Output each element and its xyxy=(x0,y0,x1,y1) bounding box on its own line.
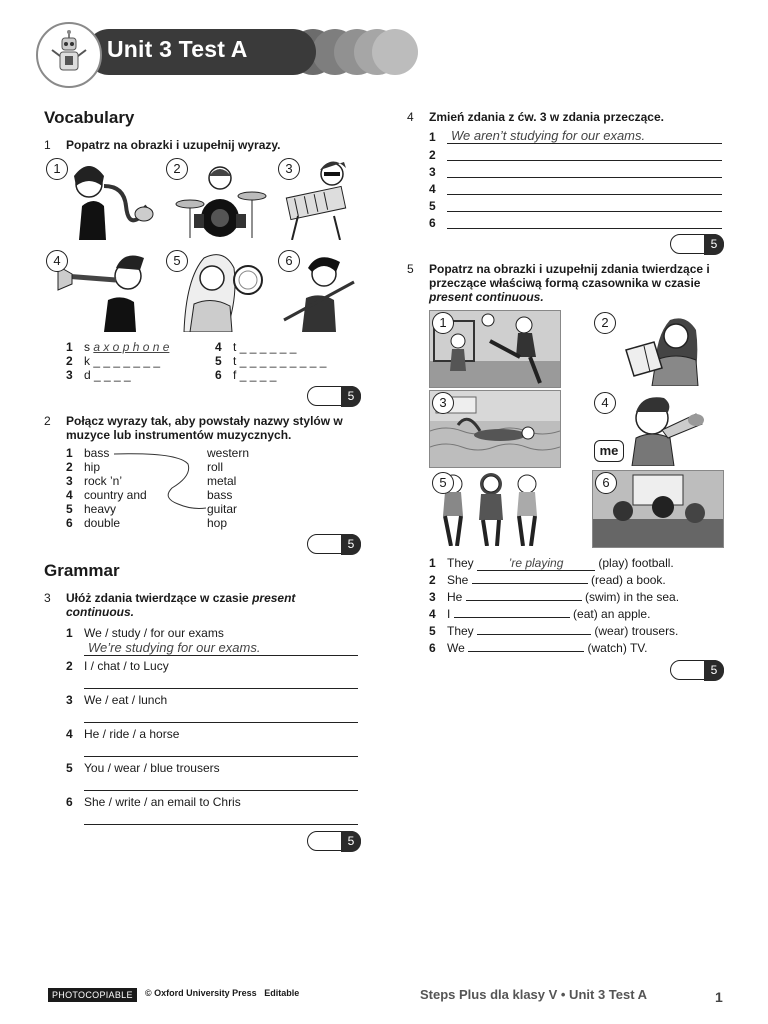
gap-answer[interactable] xyxy=(454,617,570,618)
word-item: 1 s a x o p h o n e xyxy=(66,340,170,354)
sentence-answer: We’re studying for our exams. xyxy=(88,640,261,655)
sentence-answer: We aren’t studying for our exams. xyxy=(451,128,646,143)
gap-answer[interactable] xyxy=(466,600,582,601)
picture-number-badge: 3 xyxy=(432,392,454,414)
sentence-row: 1 They ’re playing (play) football. xyxy=(429,556,674,570)
match-right-item: roll xyxy=(207,460,224,474)
negative-answer-row: 1 xyxy=(429,130,436,144)
negative-answer-row: 6 xyxy=(429,216,436,230)
exercise-2-instruction: 2 Połącz wyrazy tak, aby powstały nazwy stylów w muzyce lub instrumentów muzycznych. xyxy=(44,414,343,442)
page-number: 1 xyxy=(715,989,723,1005)
answer-line[interactable] xyxy=(84,688,358,689)
score-box: 5 xyxy=(670,234,724,254)
picture-number-badge: 5 xyxy=(432,472,454,494)
word-item: 3 d _ _ _ _ xyxy=(66,368,131,382)
exercise-4-instruction: 4 Zmień zdania z ćw. 3 w zdania przeczące. xyxy=(407,110,664,124)
gap-answer[interactable] xyxy=(468,651,584,652)
answer-line[interactable] xyxy=(84,824,358,825)
negative-answer-row: 2 xyxy=(429,148,436,162)
sentence-row: 4 I (eat) an apple. xyxy=(429,607,651,621)
score-box: 5 xyxy=(307,386,361,406)
sentence-row: 6 We (watch) TV. xyxy=(429,641,648,655)
exercise-3-instruction: 3 Ułóż zdania twierdzące w czasie present continuous. xyxy=(44,591,296,619)
picture-number-badge: 3 xyxy=(278,158,300,180)
answer-line[interactable] xyxy=(447,194,722,195)
gap-answer[interactable] xyxy=(477,634,591,635)
match-left-item: 6 double xyxy=(66,516,121,530)
word-item: 5 t _ _ _ _ _ _ _ _ _ xyxy=(215,354,327,368)
answer-line[interactable] xyxy=(447,177,722,178)
negative-answer-row: 4 xyxy=(429,182,436,196)
robot-logo-icon xyxy=(36,22,102,88)
score-box: 5 xyxy=(307,831,361,851)
picture-number-badge: 2 xyxy=(166,158,188,180)
answer-line[interactable] xyxy=(447,160,722,161)
match-left-item: 5 heavy xyxy=(66,502,117,516)
picture-number-badge: 1 xyxy=(432,312,454,334)
match-left-item: 2 hip xyxy=(66,460,101,474)
exercise-1-instruction: 1 Popatrz na obrazki i uzupełnij wyrazy. xyxy=(44,138,281,152)
score-box: 5 xyxy=(670,660,724,680)
sentence-row: 3 He (swim) in the sea. xyxy=(429,590,680,604)
match-left-item: 3 rock ’n’ xyxy=(66,474,123,488)
answer-line[interactable] xyxy=(447,143,722,144)
word-item: 6 f _ _ _ _ xyxy=(215,368,277,382)
sentence-prompt: 5 You / wear / blue trousers xyxy=(66,761,220,775)
sentence-prompt: 1 We / study / for our exams xyxy=(66,626,224,640)
negative-answer-row: 5 xyxy=(429,199,436,213)
sentence-prompt: 2 I / chat / to Lucy xyxy=(66,659,169,673)
match-right-item: hop xyxy=(207,516,228,530)
picture-number-badge: 6 xyxy=(595,472,617,494)
answer-line[interactable] xyxy=(447,211,722,212)
picture-number-badge: 1 xyxy=(46,158,68,180)
sentence-prompt: 6 She / write / an email to Chris xyxy=(66,795,241,809)
answer-line[interactable] xyxy=(447,228,722,229)
match-right-item: western xyxy=(207,446,250,460)
sentence-row: 5 They (wear) trousers. xyxy=(429,624,679,638)
gap-answer[interactable]: ’re playing xyxy=(477,556,595,571)
answer-line[interactable] xyxy=(84,722,358,723)
score-box: 5 xyxy=(307,534,361,554)
answer-line[interactable] xyxy=(84,756,358,757)
match-right-item: guitar xyxy=(207,502,238,516)
answer-line[interactable] xyxy=(84,790,358,791)
exercise-5-instruction: 5 Popatrz na obrazki i uzupełnij zdania twierdzące i przeczące właściwą formą czasownika w czasie present continuous. xyxy=(407,262,710,304)
match-right-item: bass xyxy=(207,488,233,502)
sentence-prompt: 3 We / eat / lunch xyxy=(66,693,168,707)
picture-number-badge: 5 xyxy=(166,250,188,272)
vocabulary-heading: Vocabulary xyxy=(44,108,135,127)
matching-line-example xyxy=(108,448,208,518)
picture-number-badge: 2 xyxy=(594,312,616,334)
match-left-item: 4 country and xyxy=(66,488,147,502)
me-label: me xyxy=(594,440,624,462)
series-title: Steps Plus dla klasy V • Unit 3 Test A xyxy=(420,987,648,1002)
page-title: Unit 3 Test A xyxy=(107,36,248,62)
match-right-item: metal xyxy=(207,474,237,488)
picture-number-badge: 4 xyxy=(594,392,616,414)
negative-answer-row: 3 xyxy=(429,165,436,179)
picture-number-badge: 6 xyxy=(278,250,300,272)
copyright-text: © Oxford University Press Editable xyxy=(145,988,300,998)
sentence-prompt: 4 He / ride / a horse xyxy=(66,727,180,741)
photocopiable-tag: PHOTOCOPIABLE xyxy=(48,988,137,1002)
gap-answer[interactable] xyxy=(472,583,588,584)
picture-number-badge: 4 xyxy=(46,250,68,272)
word-item: 4 t _ _ _ _ _ _ xyxy=(215,340,297,354)
answer-line[interactable] xyxy=(84,655,358,656)
sentence-row: 2 She (read) a book. xyxy=(429,573,666,587)
match-left-item: 1 bass xyxy=(66,446,110,460)
word-item: 2 k _ _ _ _ _ _ _ xyxy=(66,354,161,368)
grammar-heading: Grammar xyxy=(44,561,120,580)
